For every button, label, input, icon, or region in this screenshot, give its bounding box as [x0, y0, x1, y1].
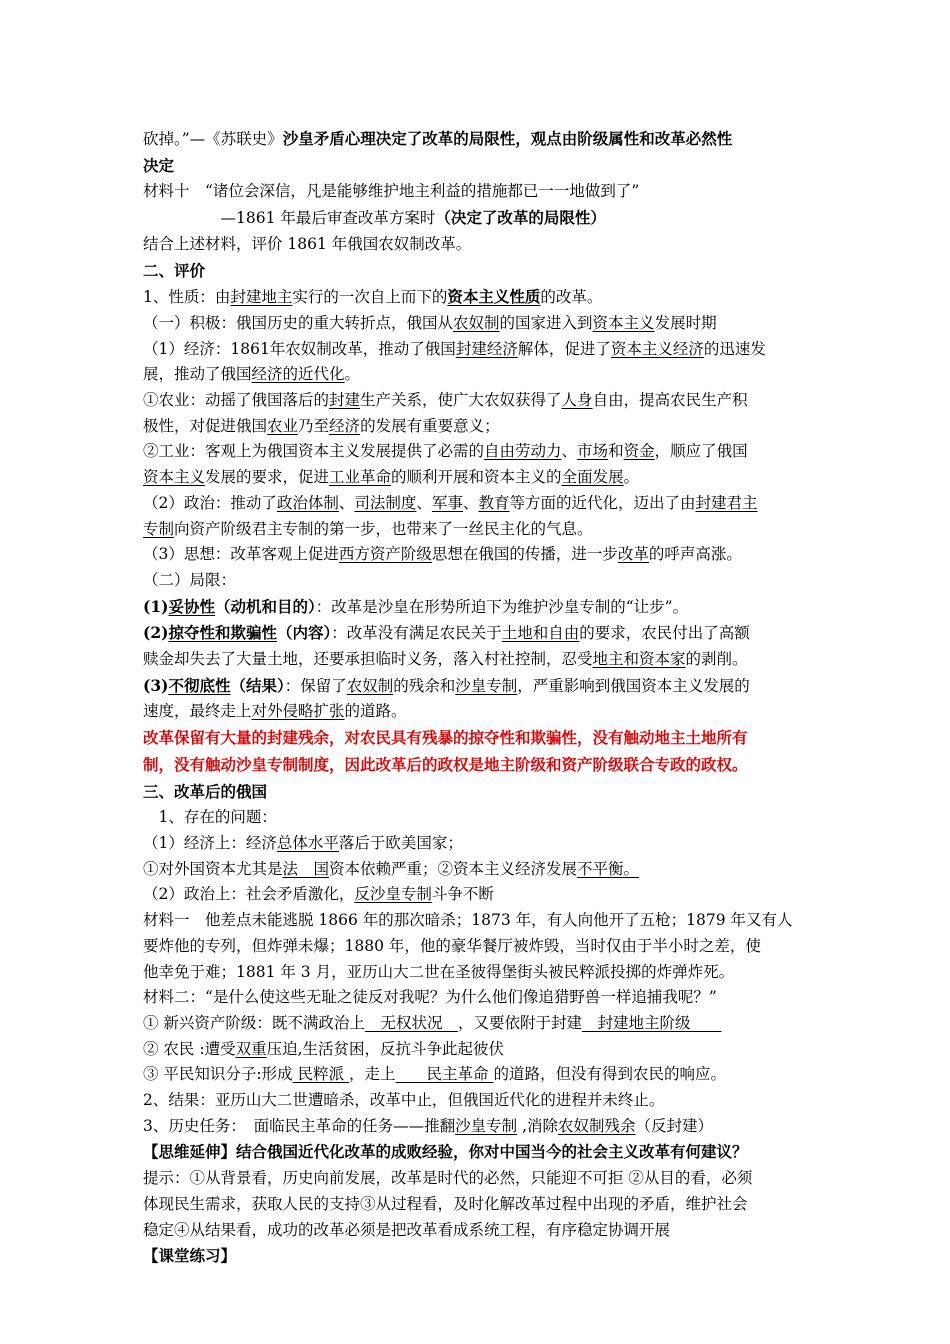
underlined-term: 反沙皇专制 [354, 885, 432, 904]
text-run: 1、存在的问题： [143, 808, 277, 827]
underlined-term: 西方资产阶级 [338, 545, 432, 564]
text-line [143, 1218, 811, 1244]
underlined-term: 工业革命 [329, 468, 392, 487]
text-line [143, 1114, 811, 1140]
text-line [143, 568, 811, 594]
underlined-term: 资金 [623, 442, 655, 461]
text-run: 的顺利开展和资本主义的 [391, 468, 562, 487]
underlined-term: 对外侵略扩张 [251, 702, 345, 721]
text-line [143, 491, 811, 517]
underlined-term: 总体水平 [276, 833, 339, 852]
text-line [143, 620, 811, 647]
document-body [143, 126, 811, 1270]
text-line [143, 414, 811, 440]
text-run: 决定 [143, 155, 175, 175]
text-run: 压迫,生活贫困，反抗斗争此起彼伏 [266, 1039, 505, 1058]
text-line [143, 934, 811, 960]
text-run: 材料一 他差点未能逃脱 1866 年的那次暗杀；1873 年，有人向他开了五枪；1879 年又有人 [143, 911, 793, 930]
text-run: 自由，提高农民生产积 [592, 391, 748, 410]
text-run: 稳定④从结果看，成功的改革必须是把改革看成系统工程，有序稳定协调开展 [143, 1220, 671, 1239]
text-run: 思想在俄国的传播，进一步 [431, 545, 618, 564]
text-line [143, 1037, 811, 1063]
text-run: 提示：①从背景看，历史向前发展，改革是时代的必然，只能迎不可拒 ②从目的看，必须 [143, 1169, 753, 1188]
text-run: 【课堂练习】 [143, 1246, 237, 1266]
text-run: 乃至 [298, 416, 330, 435]
underlined-term: 民主革命 [395, 1065, 494, 1084]
text-run: 的改革。 [540, 288, 603, 307]
text-run: 解体，促进了 [517, 339, 611, 358]
text-line [143, 205, 811, 232]
text-run: 的剥削。 [685, 650, 748, 669]
text-line [143, 725, 811, 752]
text-line [143, 388, 811, 414]
text-line [143, 179, 811, 205]
text-run: ② 农民 :遭受 [143, 1039, 236, 1058]
text-run: 。 [623, 468, 640, 487]
underlined-term: 军事 [431, 493, 463, 512]
text-line [143, 882, 811, 908]
underlined-term: 资本主义 [143, 468, 206, 487]
underlined-term: 封建君主 [695, 493, 758, 512]
text-run: 和 [608, 442, 624, 461]
text-line [143, 699, 811, 725]
text-line [143, 465, 811, 491]
text-line [143, 1011, 811, 1037]
text-run: ②工业：客观上为俄国资本主义发展提供了必需的 [143, 442, 485, 461]
text-run: ：改革是沙皇在形势所迫下为维护沙皇专制的“让步”。 [315, 597, 689, 616]
text-run: （一）积极：俄国历史的重大转折点，俄国从 [143, 313, 454, 332]
text-run: （二）局限： [143, 570, 237, 589]
underlined-term: 自由劳动力 [484, 442, 562, 461]
underlined-term: 封建 [329, 391, 361, 410]
underlined-term: 全面发展 [561, 468, 624, 487]
text-run: 的残余和 [393, 676, 456, 695]
underlined-term: 经济 [329, 416, 361, 435]
text-line [143, 337, 811, 363]
underlined-term: 司法制度 [354, 493, 417, 512]
text-run: 生产关系，使广大农奴获得了 [360, 391, 562, 410]
text-run: 2、结果：亚历山大二世遭暗杀，改革中止，但俄国近代化的进程并未终止。 [143, 1091, 665, 1110]
text-run: 实行的一次自上而下的 [292, 288, 448, 307]
text-run: 。 [344, 365, 361, 384]
text-line [143, 1166, 811, 1192]
text-run: (3) [143, 675, 169, 695]
text-run: 二、评价 [143, 260, 206, 280]
text-run: 、 [561, 442, 578, 461]
underlined-term: 封建地主 [230, 288, 293, 307]
text-run: ①农业：动摇了俄国落后的 [143, 391, 330, 410]
underlined-term: 不彻底性 [168, 675, 231, 695]
text-line [143, 284, 811, 311]
text-run: 向资产阶级君主专制的第一步，也带来了一丝民主化的气息。 [174, 519, 593, 538]
text-line [143, 1243, 811, 1270]
text-line [143, 1192, 811, 1218]
text-run: ,消除 [517, 1116, 558, 1135]
text-run: 极性，对促进俄国 [143, 416, 268, 435]
underlined-term: 专制 [143, 519, 175, 538]
text-line [143, 153, 811, 180]
text-run: 展，推动了俄国 [143, 365, 252, 384]
underlined-term: 掠夺性和欺骗性 [168, 623, 277, 643]
underlined-term: 教育 [478, 493, 510, 512]
text-run: ，走上 [349, 1065, 396, 1084]
text-run: ①对外国资本尤其是 [143, 859, 283, 878]
text-run: （2）政治：推动了 [143, 493, 277, 512]
text-run: （2）政治上：社会矛盾激化， [143, 885, 355, 904]
underlined-term: 人身 [561, 391, 593, 410]
text-run: 的要求，农民付出了高额 [579, 624, 750, 643]
text-run: 3、历史任务： 面临民主革命的任务——推翻 [143, 1116, 456, 1135]
text-run: 沙皇矛盾心理决定了改革的局限性，观点由阶级属性和改革必然性 [282, 129, 733, 148]
text-run: 斗争不断 [431, 885, 494, 904]
underlined-term: 双重 [235, 1039, 267, 1058]
text-line [143, 439, 811, 465]
underlined-term: 沙皇专制 [455, 676, 518, 695]
text-line [143, 985, 811, 1011]
text-run: 赎金却失去了大量土地，还要承担临时义务，落入村社控制，忍受 [143, 650, 593, 669]
text-line [143, 752, 811, 779]
text-run: 、 [338, 493, 355, 512]
text-run: 、 [416, 493, 432, 512]
text-run: 三、改革后的俄国 [143, 781, 268, 801]
text-run: ，顺应了俄国 [654, 442, 748, 461]
text-run: (1) [143, 596, 169, 616]
text-run: 发展时期 [654, 313, 717, 332]
text-line [143, 779, 811, 806]
text-line [143, 311, 811, 337]
text-line [143, 1062, 811, 1088]
underlined-term: 妥协性 [168, 596, 215, 616]
text-line [143, 857, 811, 883]
text-run: ① 新兴资产阶级：既不满政治上 [143, 1013, 365, 1032]
text-run: —1861 年最后审查改革方案时 [143, 209, 436, 228]
text-run: 等方面的近代化，迈出了由 [509, 493, 696, 512]
text-line [143, 647, 811, 673]
text-run: 的道路。 [344, 702, 407, 721]
text-line [143, 908, 811, 934]
text-line [143, 258, 811, 285]
text-run: 材料二：“是什么使这些无耻之徒反对我呢？为什么他们像追猎野兽一样追捕我呢？” [143, 988, 717, 1007]
underlined-term: 政治体制 [276, 493, 339, 512]
text-run: 资本依赖严重；②资本主义经济发展 [329, 859, 578, 878]
text-run: ，严重影响到俄国资本主义发展的 [517, 676, 750, 695]
underlined-term: 民粹派 [292, 1065, 350, 1084]
text-run: 体现民生需求，获取人民的支持③从过程看，及时化解改革过程中出现的矛盾，维护社会 [143, 1194, 748, 1213]
text-run: 砍掉。”—《苏联史》 [143, 130, 283, 148]
underlined-term: 沙皇专制 [455, 1116, 518, 1135]
text-run: (2) [143, 623, 169, 643]
underlined-term: 地主和资本家 [592, 650, 686, 669]
text-run: 他幸免于难；1881 年 3 月，亚历山大二世在圣彼得堡街头被民粹派投掷的炸弹炸死。 [143, 962, 735, 981]
text-line [143, 594, 811, 621]
text-line [143, 1088, 811, 1114]
text-line [143, 805, 811, 831]
text-line [143, 126, 811, 153]
text-run: （3）思想：改革客观上促进 [143, 545, 339, 564]
text-run: （动机和目的） [214, 596, 316, 616]
text-line [143, 831, 811, 857]
underlined-term: 农奴制 [346, 676, 394, 695]
text-run: ：保留了 [284, 676, 347, 695]
underlined-term: 改革 [617, 545, 649, 564]
text-line [143, 1139, 811, 1166]
text-line [143, 232, 811, 258]
text-line [143, 542, 811, 568]
underlined-term: 农奴制 [453, 313, 500, 332]
underlined-term: 农奴制残余 [558, 1116, 636, 1135]
underlined-term: 资本主义性质 [447, 287, 541, 307]
underlined-term: 资本主义 [592, 313, 655, 332]
text-run: ③ 平民知识分子:形成 [143, 1065, 293, 1084]
text-run: 1、性质：由 [143, 288, 231, 307]
text-line [143, 960, 811, 986]
text-run: 【思维延伸】结合俄国近代化改革的成败经验，你对中国当今的社会主义改革有何建议？ [143, 1142, 748, 1162]
text-run: （结果） [230, 675, 285, 695]
text-run: 的道路，但没有得到农民的响应。 [493, 1065, 726, 1084]
underlined-term: 资本主义经济 [610, 339, 704, 358]
text-run: 要炸他的专列，但炸弹未爆；1880 年，他的豪华餐厅被炸毁，当时仅由于半小时之差，使 [143, 936, 761, 955]
text-run: 改革保留有大量的封建残余，对农民具有残暴的掠夺性和欺骗性，没有触动地主土地所有 [143, 728, 748, 748]
text-run: 、 [462, 493, 479, 512]
text-run: （决定了改革的局限性） [435, 208, 606, 228]
text-run: 的发展有重要意义； [360, 416, 500, 435]
text-run: （1）经济：1861年农奴制改革，推动了俄国 [143, 339, 456, 358]
text-run: （1）经济上：经济 [143, 833, 277, 852]
text-line [143, 673, 811, 700]
text-run: 落后于欧美国家； [338, 833, 463, 852]
text-run: 结合上述材料，评价 1861 年俄国农奴制改革。 [143, 234, 472, 253]
text-run: 的迅速发 [703, 339, 766, 358]
text-run: 的国家进入到 [499, 313, 593, 332]
underlined-term: 无权状况 [364, 1013, 458, 1032]
text-run: 的呼声高涨。 [648, 545, 742, 564]
text-run: ，又要依附于封建 [457, 1013, 582, 1032]
underlined-term: 不平衡。 [577, 859, 640, 878]
underlined-term: 土地和自由 [501, 624, 580, 643]
underlined-term: 农业 [267, 416, 299, 435]
text-line [143, 517, 811, 543]
text-run: 材料十 “诸位会深信，凡是能够维护地主利益的措施都已一一地做到了” [143, 182, 640, 201]
text-run: （反封建） [635, 1116, 714, 1135]
text-run: ：改革没有满足农民关于 [331, 624, 502, 643]
underlined-term: 经济的近代化 [251, 365, 345, 384]
text-run: 发展的要求，促进 [205, 468, 330, 487]
text-line [143, 362, 811, 388]
underlined-term: 市场 [577, 442, 609, 461]
text-run: 制，没有触动沙皇专制制度，因此改革后的政权是地主阶级和资产阶级联合专政的政权。 [143, 754, 748, 774]
underlined-term: 法 国 [282, 859, 330, 878]
text-run: （内容） [276, 623, 332, 643]
underlined-term: 封建地主阶级 [581, 1013, 722, 1032]
text-run: 速度，最终走上 [143, 702, 252, 721]
underlined-term: 封建经济 [455, 339, 518, 358]
